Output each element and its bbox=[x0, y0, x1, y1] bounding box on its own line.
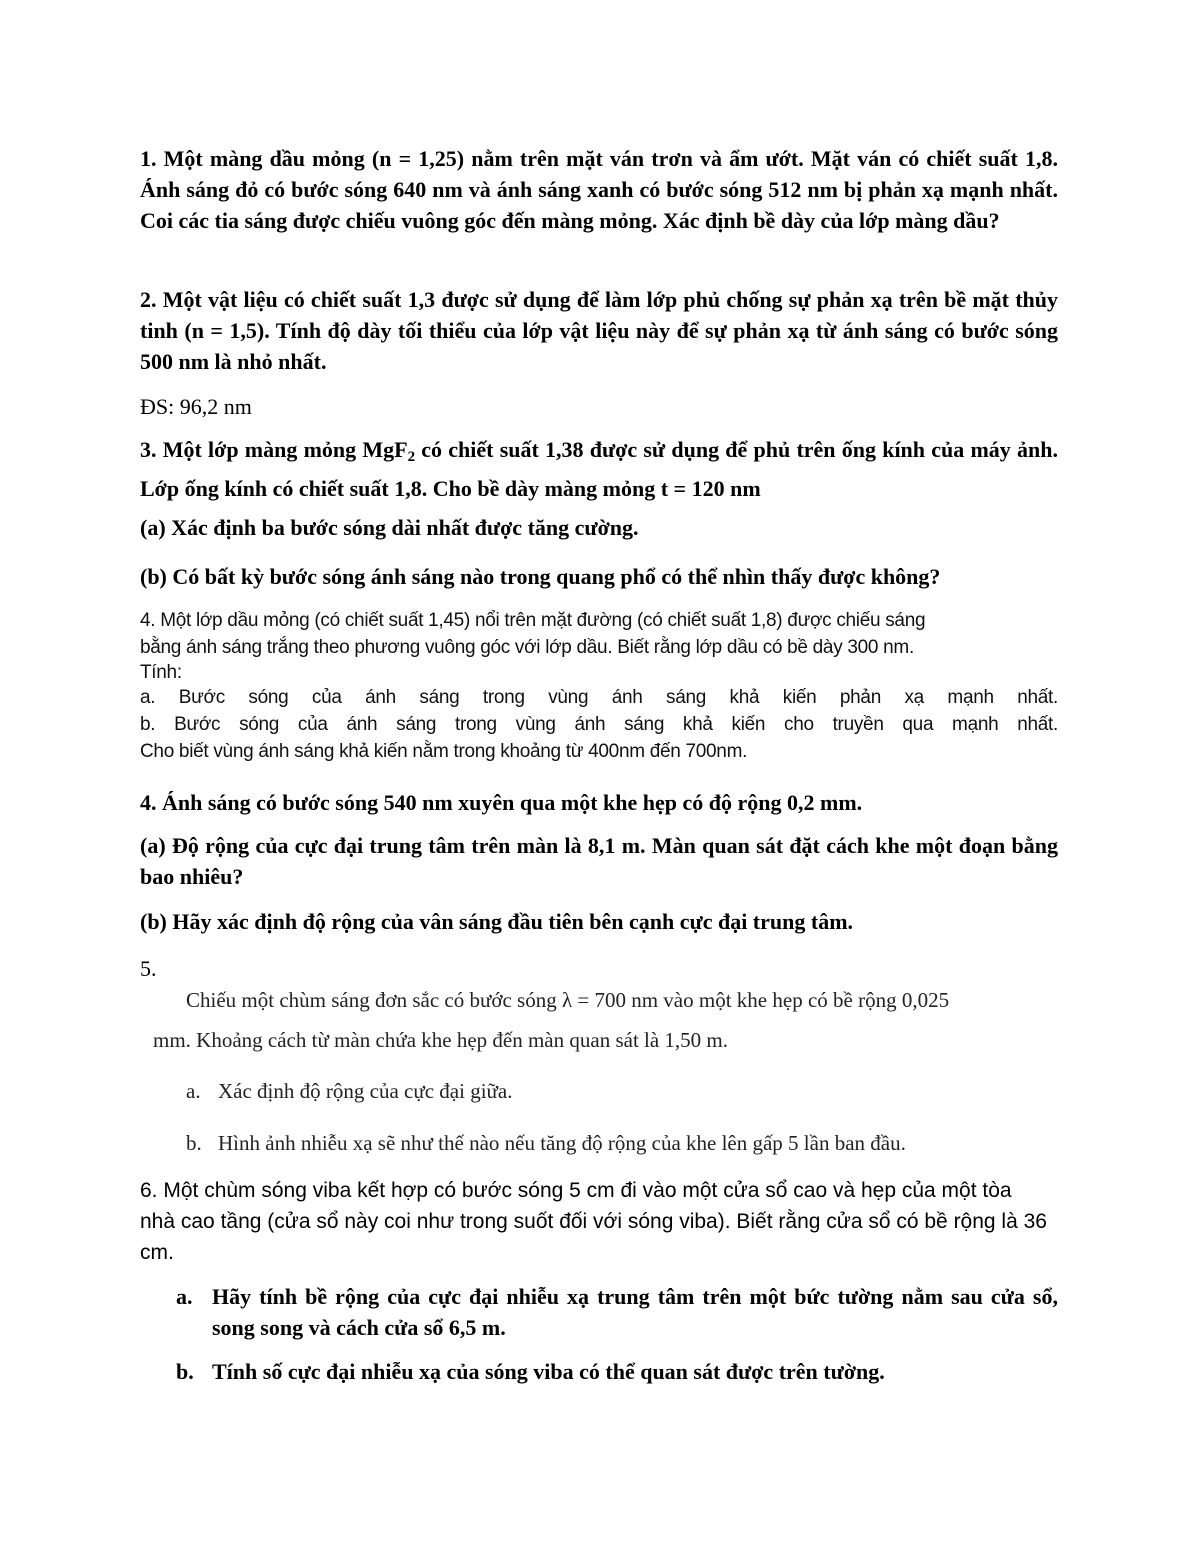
question-5-part-a bbox=[186, 1076, 1066, 1106]
question-4-alt bbox=[140, 607, 1058, 765]
question-5-part-b-label: b. bbox=[186, 1131, 202, 1155]
question-3-text-after: có chiết suất 1,38 được sử dụng để phủ trên ống kính của máy ảnh. Lớp ống kính có chiết suất 1,8. Cho bề dày màng mỏng t = 120 nm bbox=[140, 437, 1058, 501]
question-2 bbox=[140, 284, 1058, 377]
question-3-part-a: (a) Xác định ba bước sóng dài nhất được tăng cường. bbox=[140, 515, 639, 540]
question-5-part-a-text: Xác định độ rộng của cực đại giữa. bbox=[218, 1079, 513, 1103]
question-4-alt-line-6: Cho biết vùng ánh sáng khả kiến nằm trong khoảng từ 400nm đến 700nm. bbox=[140, 741, 748, 762]
question-6-part-b bbox=[176, 1356, 1058, 1387]
question-4-part-b: (b) Hãy xác định độ rộng của vân sáng đầu tiên bên cạnh cực đại trung tâm. bbox=[140, 909, 854, 934]
question-1-text: Một màng dầu mỏng (n = 1,25) nằm trên mặt ván trơn và ẩm ướt. Mặt ván có chiết suất 1,8. Ánh sáng đỏ có bước sóng 640 nm và ánh sáng xanh có bước sóng 512 nm bị phản xạ mạnh nhất. Coi các tia sáng được chiếu vuông góc đến màng mỏng. Xác định bề dày của lớp màng dầu? bbox=[140, 146, 1058, 233]
question-4-alt-line-3: Tính: bbox=[140, 662, 182, 683]
question-5-part-b bbox=[186, 1128, 1066, 1158]
question-4-alt-line-2: bằng ánh sáng trắng theo phương vuông góc với lớp dầu. Biết rằng lớp dầu có bề dày 300 nm. bbox=[140, 637, 914, 658]
question-6-part-a-text: Hãy tính bề rộng của cực đại nhiễu xạ trung tâm trên một bức tường nằm sau cửa sổ, song song và cách cửa sổ 6,5 m. bbox=[212, 1284, 1058, 1340]
question-4-part-a: (a) Độ rộng của cực đại trung tâm trên màn là 8,1 m. Màn quan sát đặt cách khe một đoạn bằng bao nhiêu? bbox=[140, 833, 1058, 889]
question-3-part-b: (b) Có bất kỳ bước sóng ánh sáng nào trong quang phổ có thể nhìn thấy được không? bbox=[140, 564, 941, 589]
question-4: 4. Ánh sáng có bước sóng 540 nm xuyên qua một khe hẹp có độ rộng 0,2 mm. bbox=[140, 790, 863, 815]
question-6: 6. Một chùm sóng viba kết hợp có bước sóng 5 cm đi vào một cửa sổ cao và hẹp của một tòa nhà cao tầng (cửa sổ này coi như trong suốt đối với sóng viba). Biết rằng cửa sổ có bề rộng là 36 cm. bbox=[140, 1179, 1047, 1264]
question-6-part-b-text: Tính số cực đại nhiễu xạ của sóng viba có thể quan sát được trên tường. bbox=[212, 1359, 885, 1384]
question-6-part-a-label: a. bbox=[176, 1284, 193, 1309]
question-5-number: 5. bbox=[140, 956, 157, 981]
question-3 bbox=[140, 434, 1058, 504]
question-4-alt-line-4: a. Bước sóng của ánh sáng trong vùng ánh sáng khả kiến phản xạ mạnh nhất. bbox=[140, 687, 1058, 708]
question-6-part-a bbox=[176, 1281, 1058, 1343]
question-5-part-b-text: Hình ảnh nhiễu xạ sẽ như thế nào nếu tăng độ rộng của khe lên gấp 5 lần ban đầu. bbox=[218, 1131, 906, 1155]
question-2-text: Một vật liệu có chiết suất 1,3 được sử dụng để làm lớp phủ chống sự phản xạ trên bề mặt thủy tinh (n = 1,5). Tính độ dày tối thiểu của lớp vật liệu này để sự phản xạ từ ánh sáng có bước sóng 500 nm là nhỏ nhất. bbox=[140, 287, 1058, 374]
question-5-part-a-label: a. bbox=[186, 1079, 201, 1103]
question-3-number: 3. bbox=[140, 437, 157, 462]
question-3-subscript: 2 bbox=[407, 449, 416, 465]
question-6-part-b-label: b. bbox=[176, 1359, 194, 1384]
question-5-line-1: Chiếu một chùm sáng đơn sắc có bước sóng λ = 700 nm vào một khe hẹp có bề rộng 0,025 bbox=[186, 988, 950, 1012]
question-3-text-before: Một lớp màng mỏng MgF bbox=[156, 437, 408, 462]
question-1 bbox=[140, 143, 1058, 236]
question-2-number: 2. bbox=[140, 287, 157, 312]
question-1-number: 1. bbox=[140, 146, 157, 171]
question-4-alt-line-5: b. Bước sóng của ánh sáng trong vùng ánh sáng khả kiến cho truyền qua mạnh nhất. bbox=[140, 714, 1058, 735]
question-4-alt-line-1: 4. Một lớp dầu mỏng (có chiết suất 1,45) nổi trên mặt đường (có chiết suất 1,8) được chiếu sáng bbox=[140, 610, 926, 631]
question-2-answer: ĐS: 96,2 nm bbox=[140, 394, 252, 419]
question-5-line-2: mm. Khoảng cách từ màn chứa khe hẹp đến màn quan sát là 1,50 m. bbox=[153, 1028, 729, 1052]
